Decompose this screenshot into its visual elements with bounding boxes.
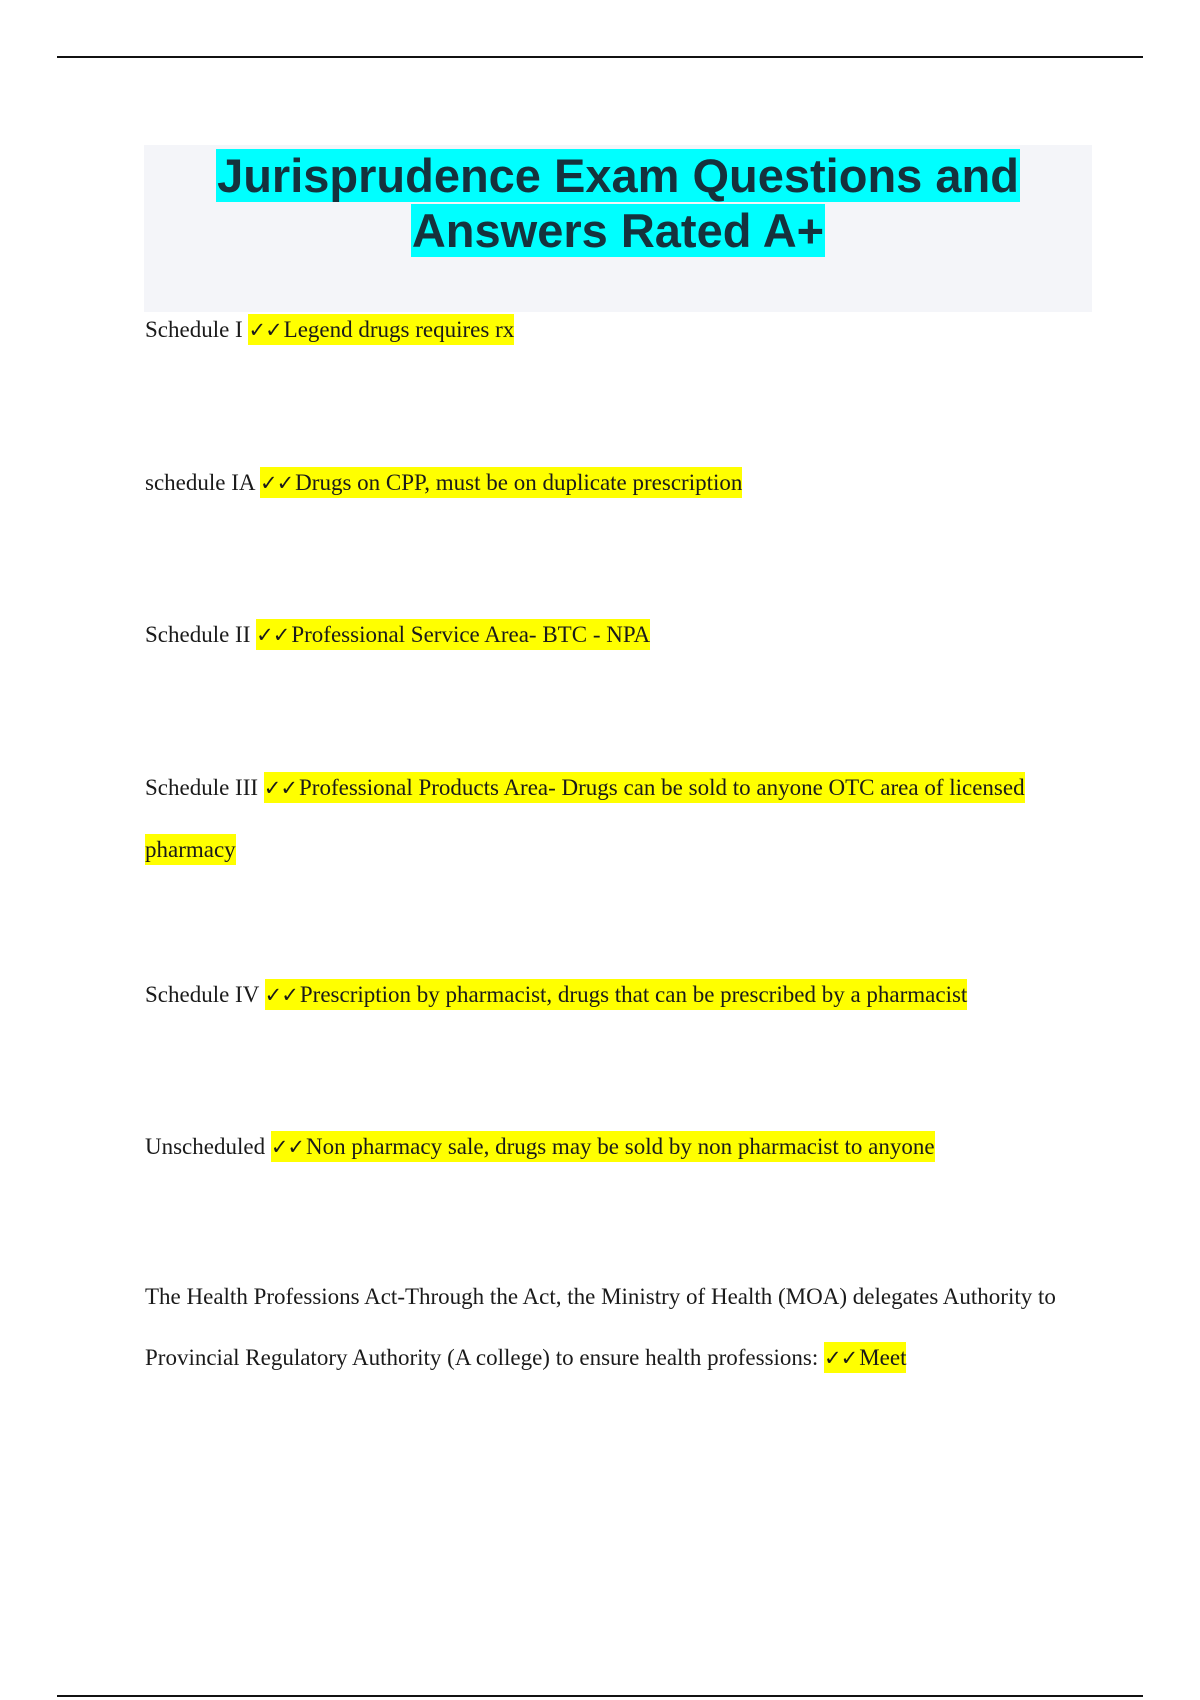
question-text: Schedule I xyxy=(145,317,243,342)
qa-item xyxy=(145,1116,1090,1178)
question-text: Schedule IV xyxy=(145,982,259,1007)
top-divider xyxy=(57,56,1143,58)
question-text: Schedule III xyxy=(145,775,259,800)
question-text: Unscheduled xyxy=(145,1134,266,1159)
answer-highlight xyxy=(256,619,650,650)
check-icon: ✓✓ xyxy=(824,1346,858,1370)
qa-item xyxy=(145,452,1090,514)
answer-highlight xyxy=(271,1131,935,1162)
answer-text: Legend drugs requires rx xyxy=(283,317,515,342)
answer-text: Prescription by pharmacist, drugs that can be prescribed by a pharmacist xyxy=(299,982,968,1007)
answer-text: Professional Service Area- BTC - NPA xyxy=(291,622,651,647)
title-block xyxy=(144,145,1092,312)
answer-highlight xyxy=(260,467,742,498)
check-icon: ✓✓ xyxy=(264,983,298,1007)
qa-item xyxy=(145,1266,1090,1389)
answer-text: Non pharmacy sale, drugs may be sold by non pharmacist to anyone xyxy=(306,1134,935,1159)
qa-item xyxy=(145,299,1090,361)
qa-item xyxy=(145,964,1090,1026)
answer-highlight xyxy=(145,772,1025,865)
question-text: Schedule II xyxy=(145,622,251,647)
answer-text: Meet xyxy=(859,1345,907,1370)
answer-text: Drugs on CPP, must be on duplicate prescription xyxy=(295,470,743,495)
answer-highlight xyxy=(265,979,968,1010)
check-icon: ✓✓ xyxy=(270,1135,305,1159)
answer-highlight xyxy=(248,314,514,345)
question-text: schedule IA xyxy=(145,470,255,495)
qa-item xyxy=(145,604,1090,666)
check-icon: ✓✓ xyxy=(248,318,282,342)
bottom-divider xyxy=(57,1695,1143,1697)
check-icon: ✓✓ xyxy=(259,471,294,495)
document-title: Jurisprudence Exam Questions and Answers Rated A+ xyxy=(217,149,1019,257)
answer-text: Professional Products Area- Drugs can be sold to anyone OTC area of licensed pharmacy xyxy=(145,775,1025,862)
answer-highlight xyxy=(824,1342,906,1373)
qa-item xyxy=(145,757,1090,880)
question-text: The Health Professions Act-Through the Act, the Ministry of Health (MOA) delegates Authority to Provincial Regulatory Authority (A college) to ensure health professions: xyxy=(145,1284,1056,1370)
check-icon: ✓✓ xyxy=(263,776,297,800)
check-icon: ✓✓ xyxy=(256,623,290,647)
